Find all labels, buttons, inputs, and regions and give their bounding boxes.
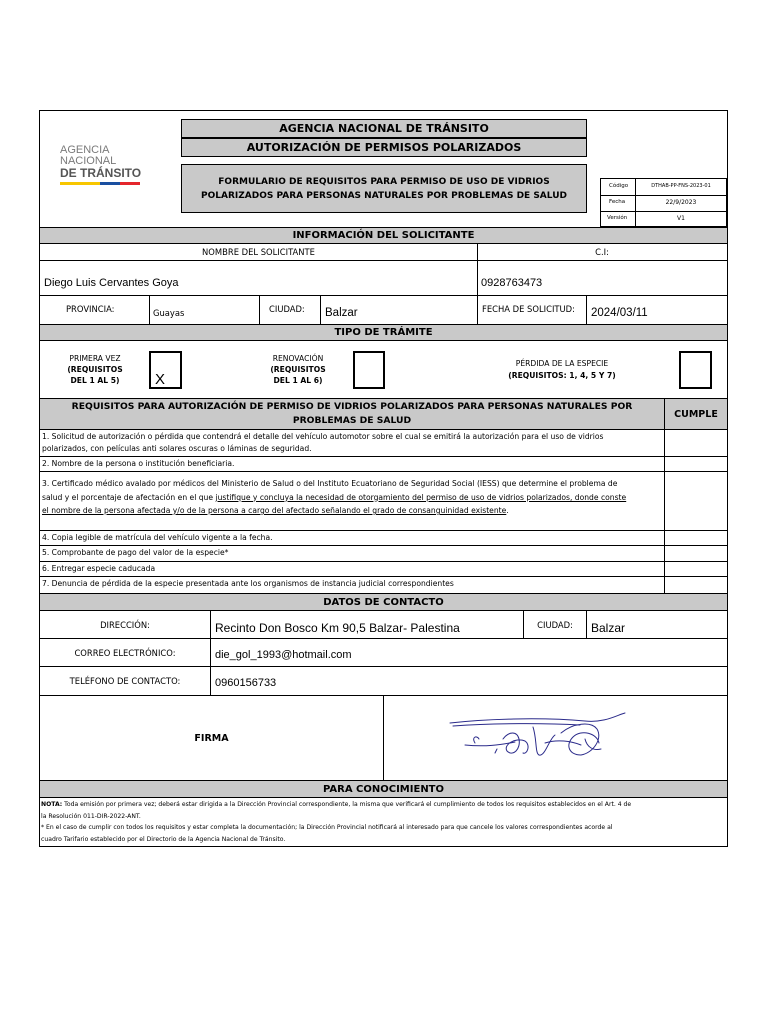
form-title-line1: FORMULARIO DE REQUISITOS PARA PERMISO DE USO DE VIDRIOS <box>218 176 550 187</box>
requirement-3-line3-underlined: el nombre de la persona afectada y/o de la persona a cargo del afectado señalando el grado de consanguinidad existente <box>42 506 507 515</box>
signature-image <box>445 709 630 769</box>
requirement-5: 5. Comprobante de pago del valor de la especie* <box>42 548 229 557</box>
section-applicant: INFORMACIÓN DEL SOLICITANTE <box>40 228 727 243</box>
primera-vez-checkbox[interactable] <box>149 351 182 389</box>
contact-ciudad-value[interactable]: Balzar <box>591 621 626 635</box>
fecha-label: Fecha <box>609 199 626 205</box>
name-value[interactable]: Diego Luis Cervantes Goya <box>44 277 179 289</box>
firma-label: FIRMA <box>194 732 229 744</box>
requirement-3-line3-end: . <box>506 506 509 515</box>
requirement-1 <box>42 431 663 455</box>
renovacion-line1: RENOVACIÓN <box>272 354 324 363</box>
flag-blue <box>100 182 120 185</box>
star-line2: cuadro Tarifario establecido por el Directorio de la Agencia Nacional de Tránsito. <box>41 835 286 843</box>
nota-label: NOTA: <box>41 801 63 808</box>
logo-line-nacional: NACIONAL <box>60 155 117 167</box>
perdida-label <box>477 358 647 382</box>
name-label: NOMBRE DEL SOLICITANTE <box>202 247 315 257</box>
requirement-1-line1: 1. Solicitud de autorización o pérdida que contendrá el detalle del vehículo automotor sobre el cual se emitirá la autorización para el uso de vidrios <box>42 432 604 441</box>
requirements-title-line1: REQUISITOS PARA AUTORIZACIÓN DE PERMISO DE VIDRIOS POLARIZADOS PARA PERSONAS NATURALES POR <box>71 401 633 412</box>
requirement-3-line2 <box>42 491 663 505</box>
agency-title: AGENCIA NACIONAL DE TRÁNSITO <box>181 119 587 138</box>
provincia-value[interactable]: Guayas <box>153 308 185 318</box>
id-label: C.I: <box>595 247 609 257</box>
doc-meta-table <box>600 178 727 227</box>
renovacion-label <box>253 353 343 386</box>
renovacion-checkbox[interactable] <box>353 351 385 389</box>
form-sheet <box>39 110 728 847</box>
requirements-title-line2: PROBLEMAS DE SALUD <box>292 415 412 426</box>
notice-text <box>41 799 727 845</box>
requirement-1-line2: polarizados, con películas anti solares oscuras o láminas de seguridad. <box>42 444 312 453</box>
requirements-title <box>40 399 664 429</box>
nota-line1 <box>41 799 727 811</box>
primera-vez-line3: DEL 1 AL 5) <box>70 376 120 385</box>
fecha-value: 22/9/2023 <box>665 199 697 206</box>
agency-logo <box>60 145 172 209</box>
nota-text-1: Toda emisión por primera vez; deberá estar dirigida a la Dirección Provincial correspondiente, la misma que verificará el cumplimiento de todos los requisitos establecidos en el Art. 4 de <box>62 801 632 808</box>
primera-vez-mark: X <box>155 371 166 388</box>
codigo-value: DTHAB-PP-FNS-2023-01 <box>651 183 711 189</box>
requirement-3-line1: 3. Certificado médico avalado por médicos del Ministerio de Salud o del Instituto Ecuatoriano de Seguridad Social (IESS) que determine el problema de <box>42 479 618 488</box>
cumple-header: CUMPLE <box>665 399 727 429</box>
provincia-label: PROVINCIA: <box>66 304 115 314</box>
form-title <box>181 164 587 213</box>
contact-ciudad-label: CIUDAD: <box>537 619 573 630</box>
ciudad-value[interactable]: Balzar <box>325 307 358 319</box>
fecha-solicitud-value[interactable]: 2024/03/11 <box>591 307 648 319</box>
ciudad-label: CIUDAD: <box>269 304 305 314</box>
agency-subtitle: AUTORIZACIÓN DE PERMISOS POLARIZADOS <box>181 138 587 157</box>
codigo-label: Código <box>609 183 629 189</box>
telefono-label: TELÉFONO DE CONTACTO: <box>69 675 181 686</box>
perdida-line2: (REQUISITOS: 1, 4, 5 Y 7) <box>508 371 616 380</box>
logo-flag-stripe <box>60 182 140 185</box>
primera-vez-label <box>50 353 140 386</box>
requirement-2: 2. Nombre de la persona o institución beneficiaria. <box>42 459 235 468</box>
nota-line2: la Resolución 011-DIR-2022-ANT. <box>41 812 141 820</box>
fecha-solicitud-label: FECHA DE SOLICITUD: <box>482 304 575 314</box>
requirement-3 <box>42 477 663 518</box>
primera-vez-line2: (REQUISITOS <box>67 365 123 374</box>
version-label: Versión <box>607 215 628 221</box>
requirement-3-line2-underlined: justifique y concluya la necesidad de otorgamiento del permiso de uso de vidrios polarizados, donde conste <box>215 492 627 502</box>
logo-line-agencia: AGENCIA <box>60 144 110 156</box>
id-value[interactable]: 0928763473 <box>481 277 543 289</box>
direccion-value[interactable]: Recinto Don Bosco Km 90,5 Balzar- Palestina <box>215 621 460 635</box>
section-tramite: TIPO DE TRÁMITE <box>40 325 727 340</box>
form-title-line2: POLARIZADOS PARA PERSONAS NATURALES POR PROBLEMAS DE SALUD <box>201 190 567 201</box>
requirement-4: 4. Copia legible de matrícula del vehículo vigente a la fecha. <box>42 533 273 542</box>
requirement-6: 6. Entregar especie caducada <box>42 564 156 573</box>
version-value: V1 <box>677 215 685 222</box>
direccion-label: DIRECCIÓN: <box>100 619 150 630</box>
requirement-7: 7. Denuncia de pérdida de la especie presentada ante los organismos de instancia judicial correspondientes <box>42 579 454 588</box>
section-contact: DATOS DE CONTACTO <box>40 594 727 610</box>
flag-red <box>120 182 140 185</box>
perdida-line1: PÉRDIDA DE LA ESPECIE <box>515 359 609 368</box>
logo-line-de-transito: DE TRÁNSITO <box>60 166 142 180</box>
correo-label: CORREO ELECTRÓNICO: <box>74 647 176 658</box>
primera-vez-line1: PRIMERA VEZ <box>69 354 121 363</box>
renovacion-line2: (REQUISITOS <box>270 365 326 374</box>
flag-yellow <box>60 182 100 185</box>
section-notice: PARA CONOCIMIENTO <box>40 781 727 797</box>
telefono-value[interactable]: 0960156733 <box>215 677 277 689</box>
perdida-checkbox[interactable] <box>679 351 712 389</box>
star-line1: * En el caso de cumplir con todos los requisitos y estar completa la documentación; la Dirección Provincial notificará al interesado para que cancele los valores correspondientes acorde al <box>41 824 613 831</box>
renovacion-line3: DEL 1 AL 6) <box>273 376 323 385</box>
requirement-3-line2-plain: salud y el porcentaje de afectación en el que <box>42 492 216 502</box>
requirement-3-line3 <box>42 504 663 518</box>
correo-value[interactable]: die_gol_1993@hotmail.com <box>215 649 352 661</box>
